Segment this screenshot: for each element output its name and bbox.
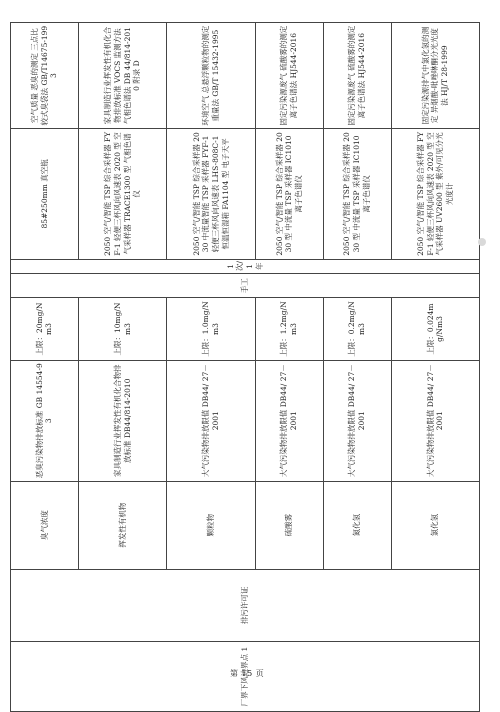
- method-cell: 空气质量 恶臭的测定 三点比较式臭袋法 GB/T14675-1993: [11, 23, 79, 129]
- limit-cell: 上限：1.2mg/Nm3: [255, 298, 323, 361]
- pollutant-cell: 臭气浓度: [11, 481, 79, 569]
- frequency-cell: 1 次/1 年: [11, 259, 480, 273]
- pollutant-cell: 颗粒物: [167, 481, 255, 569]
- monitoring-table: [10, 22, 480, 712]
- permit-cell: 排污许可证: [11, 569, 480, 641]
- method-cell: 固定污染源废气 硫酸雾的测定 离子色谱法 HJ544-2016: [255, 23, 323, 129]
- method-cell: 固定污染源废气 硫酸雾的测定 离子色谱法 HJ544-2016: [323, 23, 391, 129]
- equipment-cell: 2050 空气/智能 TSP 综合采样器 2030 中流量智能 TSP 采样器 FYF-1 轻便三杯风向风速表 LHS-808C-1 恒温恒湿箱 FA1104 型 电子天平: [167, 129, 255, 259]
- binding-hole-mark: [478, 238, 486, 246]
- equipment-cell: 2050 空气/智能 TSP 综合采样器 FYF-1 轻便三杯风向风速表 2020 型 空气采样器 TRACE1300 型 气相色谱仪: [78, 129, 166, 259]
- method-cell: 家具制造行业挥发性有机化合物排放标准 VOCS 监测方法 气相色谱法 DB 44/814-2010 附录 D: [78, 23, 166, 129]
- limit-cell: 上限：20mg/Nm3: [11, 298, 79, 361]
- standard-cell: 家具制造行业挥发性有机化合物排放标准 DB44/814-2010: [78, 360, 166, 481]
- limit-cell: 上限：10mg/Nm3: [78, 298, 166, 361]
- equipment-cell: 2050 空气/智能 TSP 综合采样器 2030 型 中流量 TSP 采样器 IC1010 离子色谱仪: [323, 129, 391, 259]
- equipment-cell: 85#250mm 真空瓶: [11, 129, 79, 259]
- table-row: [11, 23, 79, 712]
- standard-cell: 大气污染物排放限值 DB44/ 27－2001: [167, 360, 255, 481]
- location-cell: 厂界下风边界点 1: [11, 642, 480, 712]
- equipment-cell: 2050 空气/智能 TSP 综合采样器 2030 型 中流量 TSP 采样器 IC1010 离子色谱仪: [255, 129, 323, 259]
- method-cell: 固定污染源排气中氯化氢的测定 异烟酸-吡唑啉酮分光光度法 HJ/T 28-1999: [391, 23, 479, 129]
- limit-cell: 上限：0.024mg/Nm3: [391, 298, 479, 361]
- pollutant-cell: 氯化氢: [391, 481, 479, 569]
- limit-cell: 上限：1.0mg/Nm3: [167, 298, 255, 361]
- pollutant-cell: 挥发性有机物: [78, 481, 166, 569]
- pollutant-cell: 氮化氢: [323, 481, 391, 569]
- page-number: 第 15 页: [230, 669, 265, 678]
- pollutant-cell: 硫酸雾: [255, 481, 323, 569]
- method-cell: 环境空气 总悬浮颗粒物的测定 重量法 GB/T 15432-1995: [167, 23, 255, 129]
- standard-cell: 大气污染物排放限值 DB44/ 27－2001: [391, 360, 479, 481]
- limit-cell: 上限：0.2mg/Nm3: [323, 298, 391, 361]
- standard-cell: 大气污染物排放限值 DB44/ 27－2001: [323, 360, 391, 481]
- equipment-cell: 2050 空气/智能 TSP 综合采样器 FYF-1 轻便三杯风向风速表 2020 型 空气采样器 UV2600 型 紫外/可见分光光度计: [391, 129, 479, 259]
- standard-cell: 恶臭污染物排放标准 GB 14554-93: [11, 360, 79, 481]
- standard-cell: 大气污染物排放限值 DB44/ 27－2001: [255, 360, 323, 481]
- mode-cell: 手工: [11, 274, 480, 298]
